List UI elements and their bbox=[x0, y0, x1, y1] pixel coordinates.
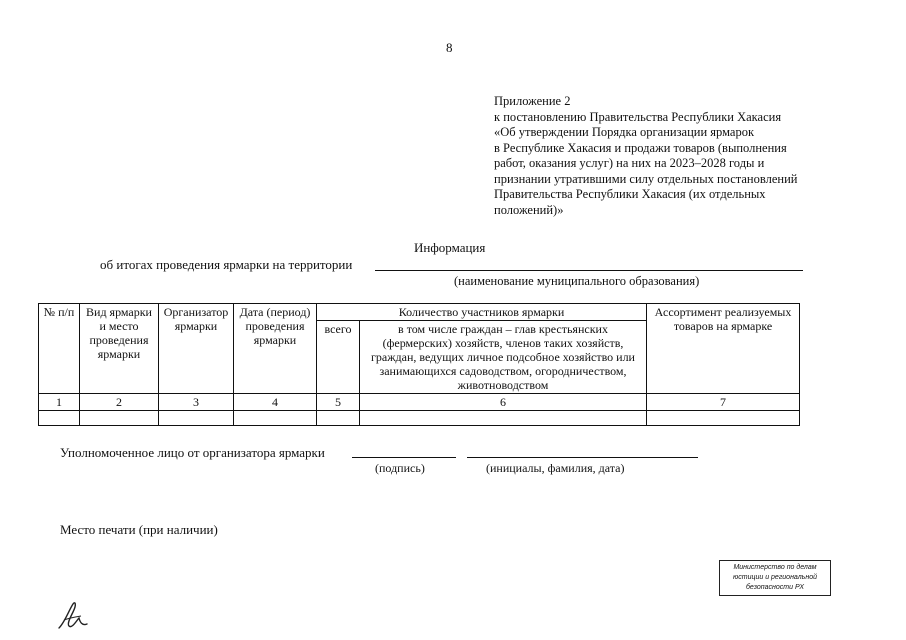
info-subtitle: об итогах проведения ярмарки на территории bbox=[100, 257, 353, 272]
appendix-line: признании утратившими силу отдельных постановлений bbox=[494, 171, 798, 186]
table-cell[interactable] bbox=[234, 411, 317, 426]
stamp-line: Министерство по делам bbox=[733, 564, 817, 571]
name-date-caption: (инициалы, фамилия, дата) bbox=[486, 461, 625, 475]
appendix-header bbox=[494, 94, 797, 218]
name-date-fill-line[interactable] bbox=[467, 457, 698, 458]
appendix-line: «Об утверждении Порядка организации ярмарок bbox=[494, 125, 755, 139]
table-row bbox=[39, 411, 800, 426]
handwritten-signature bbox=[55, 598, 91, 634]
signer-label: Уполномоченное лицо от организатора ярмарки bbox=[60, 445, 325, 460]
signature-caption: (подпись) bbox=[375, 461, 425, 475]
header-date: Дата (период) проведения ярмарки bbox=[234, 304, 317, 394]
stamp-line: безопасности РХ bbox=[745, 584, 804, 591]
appendix-line: к постановлению Правительства Республики Хакасия bbox=[494, 109, 782, 124]
col-number: 2 bbox=[80, 394, 159, 411]
table-cell[interactable] bbox=[80, 411, 159, 426]
stamp-line: юстиции и региональной bbox=[732, 574, 818, 581]
info-title: Информация bbox=[414, 240, 486, 255]
header-total: всего bbox=[317, 321, 360, 394]
appendix-line: Приложение 2 bbox=[494, 94, 571, 108]
municipality-fill-line[interactable] bbox=[375, 270, 803, 271]
header-participants: Количество участников ярмарки bbox=[317, 304, 647, 321]
col-number: 5 bbox=[317, 394, 360, 411]
table-cell[interactable] bbox=[647, 411, 800, 426]
fair-results-table bbox=[38, 303, 800, 426]
appendix-line: положений)» bbox=[494, 202, 564, 217]
col-number: 4 bbox=[234, 394, 317, 411]
ministry-stamp bbox=[719, 560, 831, 596]
page-number: 8 bbox=[446, 40, 453, 55]
header-num: № п/п bbox=[39, 304, 80, 394]
table-cell[interactable] bbox=[360, 411, 647, 426]
col-number: 6 bbox=[360, 394, 647, 411]
municipality-caption: (наименование муниципального образования) bbox=[454, 274, 700, 288]
header-farmers: в том числе граждан – глав крестьянских (фермерских) хозяйств, членов таких хозяйств, граждан, ведущих личное подсобное хозяйство или занимающихся садоводством, огородничеством, животноводством bbox=[360, 321, 647, 394]
appendix-line: в Республике Хакасия и продажи товаров (выполнения bbox=[494, 140, 787, 155]
signature-fill-line[interactable] bbox=[352, 457, 456, 458]
header-organizer: Организатор ярмарки bbox=[159, 304, 234, 394]
appendix-line: Правительства Республики Хакасия (их отдельных bbox=[494, 187, 766, 201]
table-cell[interactable] bbox=[39, 411, 80, 426]
col-number: 3 bbox=[159, 394, 234, 411]
table-cell[interactable] bbox=[317, 411, 360, 426]
col-number: 7 bbox=[647, 394, 800, 411]
col-number: 1 bbox=[39, 394, 80, 411]
seal-place-label: Место печати (при наличии) bbox=[60, 522, 218, 537]
header-assortment: Ассортимент реализуемых товаров на ярмарке bbox=[647, 304, 800, 394]
table-cell[interactable] bbox=[159, 411, 234, 426]
header-type: Вид ярмарки и место проведения ярмарки bbox=[80, 304, 159, 394]
appendix-line: работ, оказания услуг) на них на 2023–2028 годы и bbox=[494, 156, 765, 170]
